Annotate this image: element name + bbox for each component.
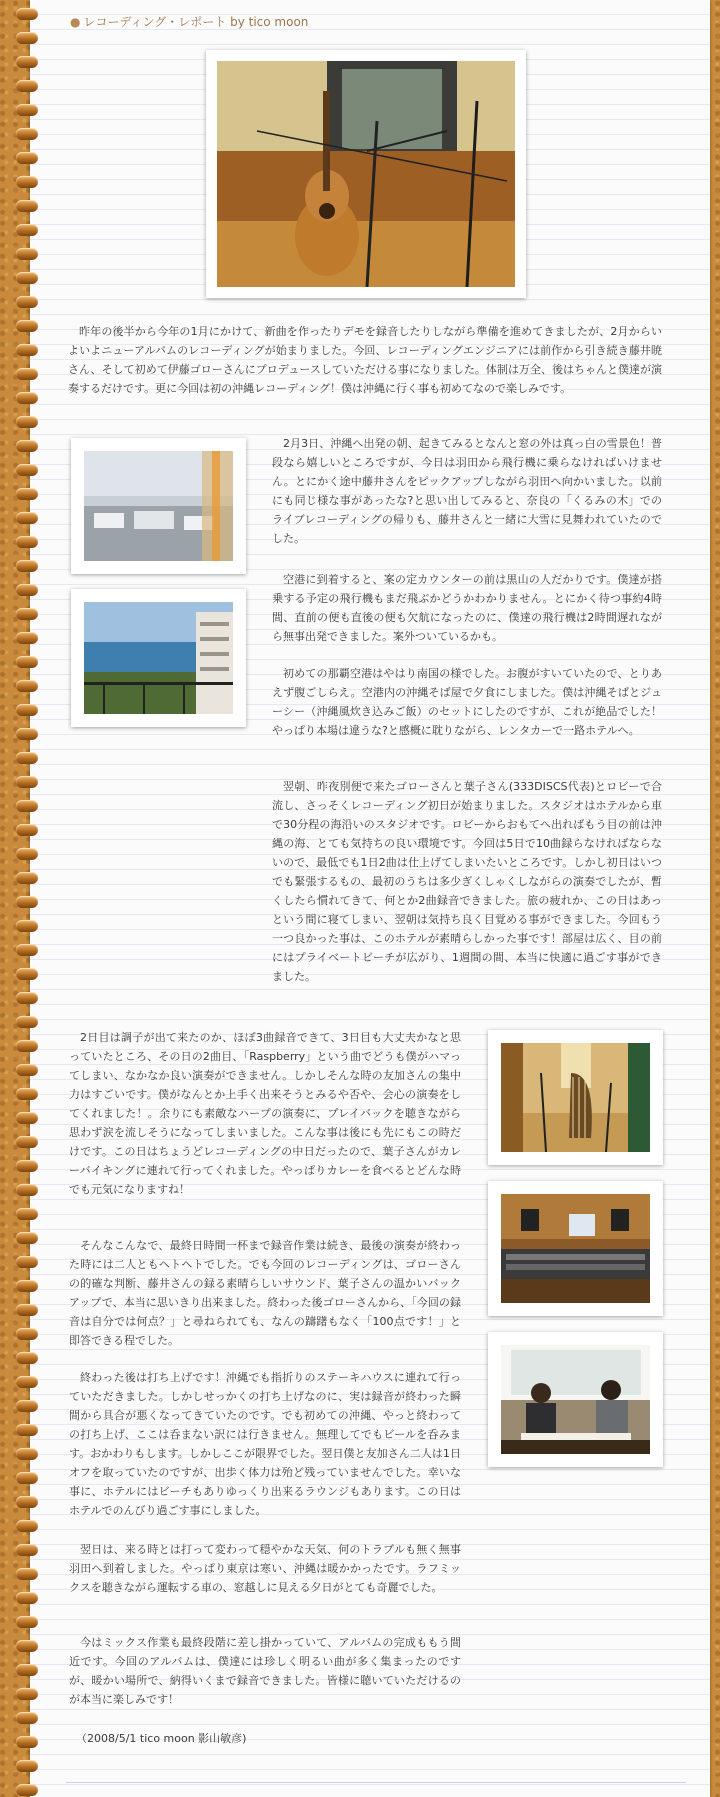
- paragraph-first-day: 翌朝、昨夜別便で来たゴローさんと葉子さん(333DISCS代表)とロビーで合流し、さっそくレコーディング初日が始まりました。スタジオはホテルから車で30分程の海沿いのスタジオです。ロビーからおもてへ出ればもう目の前は沖縄の海、とても気持ちの良い環境です。今回は5日で10曲録らなければならないので、最低でも1日2曲は仕上げてしまいたいところです。しかし初日はいつでも緊張するもの、最初のうちは多少ぎくしゃくしながらの演奏でしたが、暫くしたら慣れてきて、何とか2曲録音できました。旅の疲れか、この日はあっという間に寝てしまい、翌朝は気持ち良く目覚める事ができました。今回もう一つ良かった事は、このホテルが素晴らしかった事です！部屋は広く、目の前にはプライベートビーチが広がり、1週間の間、本当に快適に過ごす事ができました。: [272, 780, 662, 983]
- binder-ring-icon: [16, 1376, 38, 1388]
- binder-ring-icon: [16, 32, 38, 44]
- binder-ring-icon: [16, 1016, 38, 1028]
- binder-ring-icon: [16, 1640, 38, 1652]
- binder-ring-icon: [16, 944, 38, 956]
- binder-ring-icon: [16, 728, 38, 740]
- binder-ring-icon: [16, 824, 38, 836]
- binder-ring-icon: [16, 1088, 38, 1100]
- binder-ring-icon: [16, 248, 38, 260]
- binder-ring-icon: [16, 1664, 38, 1676]
- binder-ring-icon: [16, 776, 38, 788]
- paragraph-day-two-three: 2日目は調子が出て来たのか、ほぼ3曲録音できて、3日目も大丈夫かなと思っていたところ、その日の2曲目、「Raspberry」という曲でどうも僕がハマってしまい、なかなか良い演奏ができません。しかしそんな時の友加さんの集中力はすごいです。僕がなんとか上手く出来そうとみるや否や、会心の演奏をしてくれました！。余りにも素敵なハープの演奏に、プレイバックを聴きながら思わず涙を流しそうになってしまいました。こんな事は後にも先にもこの時だけです。この日はちょうどレコーディングの中日だったので、葉子さんがカレーバイキングに連れて行ってくれました。やっぱりカレーを食べるとどんな時でも元気になりますね！: [69, 1031, 461, 1196]
- binder-ring-icon: [16, 584, 38, 596]
- binder-ring-icon: [16, 368, 38, 380]
- binder-ring-icon: [16, 1400, 38, 1412]
- binder-ring-icon: [16, 464, 38, 476]
- binder-ring-icon: [16, 512, 38, 524]
- binder-ring-icon: [16, 704, 38, 716]
- photo-harp-studio: [488, 1030, 663, 1165]
- binder-ring-icon: [16, 80, 38, 92]
- binder-ring-icon: [16, 440, 38, 452]
- paragraph-snow-day: 2月3日、沖縄へ出発の朝、起きてみるとなんと窓の外は真っ白の雪景色！普段なら嬉しいところですが、今日は羽田から飛行機に乗らなければいけません。とにかく途中藤井さんをピックアップしながら羽田へ向かいました。以前にも同じ様な事があったな?と思い出してみると、奈良の「くるみの木」でのライブレコーディングの帰りも、藤井さんと一緒に大雪に見舞われていたのでした。: [272, 437, 662, 545]
- binder-ring-icon: [16, 1352, 38, 1364]
- binder-ring-icon: [16, 1520, 38, 1532]
- binder-ring-icon: [16, 1208, 38, 1220]
- binder-ring-icon: [16, 848, 38, 860]
- binder-ring-icon: [16, 536, 38, 548]
- binder-ring-icon: [16, 1160, 38, 1172]
- binder-ring-icon: [16, 920, 38, 932]
- binder-ring-icon: [16, 800, 38, 812]
- binder-ring-icon: [16, 176, 38, 188]
- photo-celebration-dinner: [488, 1332, 663, 1467]
- binder-ring-icon: [16, 320, 38, 332]
- binder-ring-icon: [16, 1544, 38, 1556]
- binder-ring-icon: [16, 1064, 38, 1076]
- bullet-dot-icon: ●: [70, 15, 81, 29]
- report-heading-text: レコーディング・レポート by tico moon: [83, 15, 309, 29]
- binder-ring-icon: [16, 392, 38, 404]
- binder-ring-icon: [16, 608, 38, 620]
- binder-ring-icon: [16, 752, 38, 764]
- binder-ring-icon: [16, 296, 38, 308]
- binder-ring-icon: [16, 1448, 38, 1460]
- paragraph-return-home: 翌日は、来る時とは打って変わって穏やかな天気、何のトラブルも無く無事羽田へ到着しました。やっぱり東京は寒い、沖縄は暖かかったです。ラフミックスを聴きながら運転する車の、窓越しに見える夕日がとても奇麗でした。: [69, 1543, 461, 1594]
- binder-ring-icon: [16, 1184, 38, 1196]
- binder-ring-icon: [16, 992, 38, 1004]
- paragraph-final-day: そんなこんなで、最終日時間一杯まで録音作業は続き、最後の演奏が終わった時には二人ともヘトヘトでした。でも今回のレコーディングは、ゴローさんの的確な判断、藤井さんの録る素晴らしいサウンド、葉子さんの温かいバックアップで、本当に思いきり出来ました。終わった後ゴローさんから、「今回の録音は自分では何点？」と尋ねられても、なんの躊躇もなく「100点です！」と即答できる程でした。: [69, 1239, 461, 1347]
- binder-ring-icon: [16, 1712, 38, 1724]
- binder-ring-icon: [16, 1496, 38, 1508]
- binder-ring-icon: [16, 1280, 38, 1292]
- binder-ring-icon: [16, 680, 38, 692]
- binder-ring-icon: [16, 896, 38, 908]
- binder-ring-icon: [16, 1784, 38, 1796]
- binder-ring-icon: [16, 1328, 38, 1340]
- binder-ring-icon: [16, 632, 38, 644]
- binder-ring-icon: [16, 1592, 38, 1604]
- binder-ring-icon: [16, 344, 38, 356]
- photo-control-room: [488, 1181, 663, 1316]
- binder-ring-icon: [16, 224, 38, 236]
- binder-ring-icon: [16, 1136, 38, 1148]
- photo-guitar-studio: [206, 50, 526, 298]
- binder-ring-icon: [16, 272, 38, 284]
- binder-ring-icon: [16, 872, 38, 884]
- binder-ring-icon: [16, 416, 38, 428]
- binder-ring-icon: [16, 1616, 38, 1628]
- binder-ring-icon: [16, 128, 38, 140]
- binder-ring-icon: [16, 1304, 38, 1316]
- binder-ring-icon: [16, 1040, 38, 1052]
- photo-snow-window: [71, 438, 246, 574]
- binder-ring-icon: [16, 1256, 38, 1268]
- binder-ring-icon: [16, 104, 38, 116]
- binder-rings: [16, 8, 42, 1793]
- binder-ring-icon: [16, 560, 38, 572]
- binder-ring-icon: [16, 968, 38, 980]
- paragraph-intro: 昨年の後半から今年の1月にかけて、新曲を作ったりデモを録音したりしながら準備を進めてきましたが、2月からいよいよニューアルバムのレコーディングが始まりました。今回、レコーディングエンジニアには前作から引き続き藤井暁さん、そして初めて伊藤ゴローさんにプロデュースしていただける事になりました。体制は万全、後はちゃんと僕達が演奏するだけです。更に今回は初の沖縄レコーディング！僕は沖縄に行く事も初めてなので楽しみです。: [68, 325, 662, 395]
- divider: [66, 1782, 686, 1783]
- binder-ring-icon: [16, 1232, 38, 1244]
- binder-ring-icon: [16, 488, 38, 500]
- binder-ring-icon: [16, 1736, 38, 1748]
- binder-ring-icon: [16, 1472, 38, 1484]
- paragraph-airport: 空港に到着すると、案の定カウンターの前は黒山の人だかりです。僕達が搭乗する予定の飛行機もまだ飛ぶかどうかわかりません。とにかく待つ事約4時間、直前の便も直後の便も欠航になったのに、僕達の飛行機は2時間遅れながら無事出発できました。案外ついているかも。: [272, 573, 662, 643]
- binder-ring-icon: [16, 1568, 38, 1580]
- binder-ring-icon: [16, 152, 38, 164]
- paragraph-wrap-party: 終わった後は打ち上げです！沖縄でも指折りのステーキハウスに連れて行っていただきました。しかしせっかくの打ち上げなのに、実は録音が終わった瞬間から具合が悪くなってきていたのです。でも初めての沖縄、やっと終わっての打ち上げ、ここは呑まない訳には行きません。無理してでもビールを呑みます。おかわりもします。しかしここが限界でした。翌日僕と友加さん二人は1日オフを取っていたのですが、出歩く体力は殆ど残っていませんでした。幸いな事に、ホテルにはビーチもありゆっくり出来るラウンジもあります。この日はホテルでのんびり過ごす事にしました。: [69, 1371, 461, 1517]
- binder-ring-icon: [16, 1760, 38, 1772]
- signature: （2008/5/1 tico moon 影山敏彦): [76, 1732, 247, 1745]
- binder-ring-icon: [16, 8, 38, 20]
- binder-ring-icon: [16, 56, 38, 68]
- paragraph-mixing: 今はミックス作業も最終段階に差し掛かっていて、アルバムの完成ももう間近です。今回のアルバムは、僕達には珍しく明るい曲が多く集まったのですが、暖かい場所で、納得いくまで録音できました。皆様に聴いていただけるのが本当に楽しみです！: [69, 1636, 461, 1706]
- binder-ring-icon: [16, 1112, 38, 1124]
- binder-ring-icon: [16, 1424, 38, 1436]
- binder-ring-icon: [16, 1688, 38, 1700]
- binder-ring-icon: [16, 656, 38, 668]
- binder-ring-icon: [16, 200, 38, 212]
- photo-okinawa-sea: [71, 589, 246, 727]
- report-heading: [70, 12, 308, 32]
- paragraph-naha: 初めての那覇空港はやはり南国の様でした。お腹がすいていたので、とりあえず腹ごしらえ。空港内の沖縄そば屋で夕食にしました。僕は沖縄そばとジューシー（沖縄風炊き込みご飯）のセットにしたのですが、これが絶品でした！やっぱり本場は違うな?と感概に耽りながら、レンタカーで一路ホテルへ。: [272, 667, 662, 737]
